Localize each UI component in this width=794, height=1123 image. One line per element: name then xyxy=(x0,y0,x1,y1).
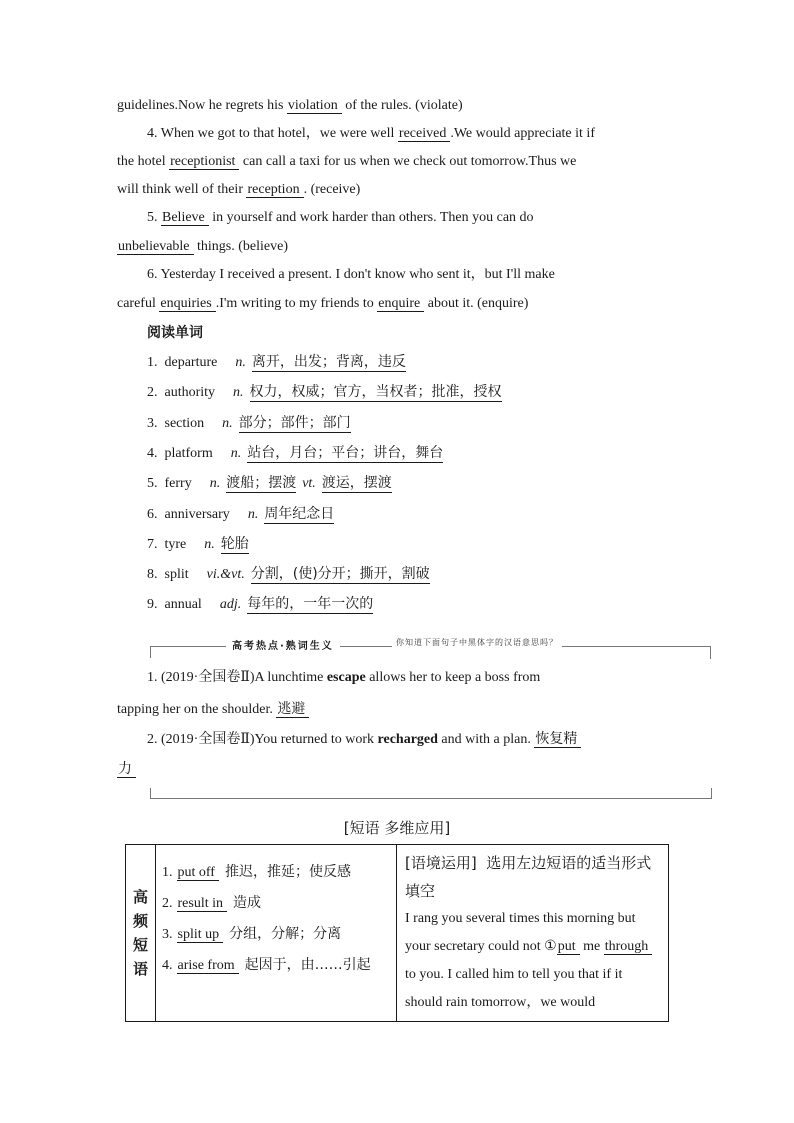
vocab-item: 8. split vi.&vt. 分割，(使)分开；撕开，割破 xyxy=(147,566,430,583)
context-line: should rain tomorrow，we would xyxy=(405,995,596,1010)
part-of-speech: n. xyxy=(230,445,242,461)
answer-blank: 恢复精 xyxy=(534,731,581,748)
answer-blank: receptionist xyxy=(169,154,239,170)
phrase-meaning: 造成 xyxy=(233,895,261,911)
vocab-item: 7. tyre n. 轮胎 xyxy=(147,535,249,552)
phrase-item: 3. split up 分组，分解；分离 xyxy=(162,926,342,942)
definition: 部分；部件；部门 xyxy=(238,414,351,431)
vocab-word: annual xyxy=(164,597,202,613)
part-of-speech: vt. xyxy=(302,476,316,492)
answer-blank: put xyxy=(557,939,580,955)
exercise-6-line-1: 6. Yesterday I received a present. I don't know who sent it，but I'll make xyxy=(147,267,555,282)
answer-blank: reception xyxy=(246,182,303,198)
bold-word: recharged xyxy=(377,732,438,747)
vocab-item: 5. ferry n. 渡船；摆渡 vt. 渡运，摆渡 xyxy=(147,475,392,492)
part-of-speech: vi.&vt. xyxy=(206,567,245,583)
exercise-5-line-1: 5. Believe in yourself and work harder than others. Then you can do xyxy=(147,210,534,225)
part-of-speech: adj. xyxy=(219,597,242,613)
answer-blank: violation xyxy=(287,98,342,114)
hotspot-q1-line-2: tapping her on the shoulder. 逃避 xyxy=(117,700,309,719)
definition: 站台，月台；平台；讲台，舞台 xyxy=(247,444,444,461)
definition: 分割，(使)分开；撕开，割破 xyxy=(250,566,430,583)
vocab-word: anniversary xyxy=(164,506,230,522)
answer-blank: received xyxy=(398,126,450,142)
answer-blank: 力 xyxy=(117,761,136,778)
definition: 渡运，摆渡 xyxy=(321,475,392,492)
answer-blank: 逃避 xyxy=(276,701,309,718)
context-heading-line: [语境运用] 选用左边短语的适当形式填空 xyxy=(405,854,652,900)
vocab-word: split xyxy=(164,567,189,583)
definition: 每年的，一年一次的 xyxy=(247,596,374,613)
answer-blank: enquire xyxy=(377,296,424,312)
vocab-item: 6. anniversary n. 周年纪念日 xyxy=(147,505,335,522)
phrase-item: 1. put off 推迟，推延；使反感 xyxy=(162,864,351,880)
section-title: [短语 多维应用] xyxy=(343,819,451,837)
answer-blank: unbelievable xyxy=(117,239,194,255)
definition: 周年纪念日 xyxy=(264,505,335,522)
answer-blank: through xyxy=(604,939,653,955)
vocab-item: 9. annual adj. 每年的，一年一次的 xyxy=(147,596,374,613)
hotspot-q2-line-2 xyxy=(117,760,136,779)
phrase-item: 4. arise from 起因于，由……引起 xyxy=(162,957,371,973)
context-line: to you. I called him to tell you that if it xyxy=(405,967,623,982)
definition: 离开，出发；背离，违反 xyxy=(251,354,406,370)
definition: 权力，权威；官方，当权者；批准，授权 xyxy=(249,384,502,401)
vocab-word: tyre xyxy=(164,536,187,552)
phrases-table xyxy=(125,844,669,1022)
side-label: 高 频 短 语 xyxy=(126,845,156,1022)
banner-title: 高考热点·熟词生义 xyxy=(226,637,340,652)
exercise-5-line-2: unbelievable things. (believe) xyxy=(118,239,289,254)
hotspot-q2-line-1: 2. (2019·全国卷Ⅱ)You returned to work recharged and with a plan. 恢复精 xyxy=(147,730,581,749)
part-of-speech: n. xyxy=(247,506,259,522)
phrase-meaning: 起因于，由……引起 xyxy=(244,957,371,973)
context-line: I rang you several times this morning but xyxy=(405,911,636,926)
vocab-word: departure xyxy=(164,355,218,370)
phrase: arise from xyxy=(177,958,239,974)
answer-blank: Believe xyxy=(161,210,209,226)
exercise-line: guidelines.Now he regrets his violation of the rules. (violate) xyxy=(117,98,463,113)
definition: 轮胎 xyxy=(220,535,249,552)
exercise-4-line-1: 4. When we got to that hotel，we were well received .We would appreciate it if xyxy=(147,126,595,141)
exercise-4-line-2: the hotel receptionist can call a taxi for us when we check out tomorrow.Thus we xyxy=(117,154,577,169)
phrase: result in xyxy=(177,896,228,912)
phrase-list xyxy=(156,845,397,1022)
answer-blank: enquiries xyxy=(159,296,215,312)
part-of-speech: n. xyxy=(209,476,221,492)
definition: 渡船；摆渡 xyxy=(226,475,297,492)
exercise-6-line-2: careful enquiries .I'm writing to my friends to enquire about it. (enquire) xyxy=(117,296,529,311)
hotspot-q1-line-1: 1. (2019·全国卷Ⅱ)A lunchtime escape allows her to keep a boss from xyxy=(147,670,541,685)
vocab-word: platform xyxy=(164,445,213,461)
banner-frame-bottom xyxy=(150,788,712,799)
part-of-speech: n. xyxy=(235,355,246,370)
vocab-heading: 阅读单词 xyxy=(147,325,203,341)
phrase-item: 2. result in 造成 xyxy=(162,895,261,911)
part-of-speech: n. xyxy=(222,415,233,431)
phrase: put off xyxy=(177,865,219,881)
bold-word: escape xyxy=(326,670,366,685)
vocab-item: 4. platform n. 站台，月台；平台；讲台，舞台 xyxy=(147,444,444,461)
part-of-speech: n. xyxy=(204,536,215,552)
context-line: your secretary could not ①put me through xyxy=(405,933,662,961)
vocab-item: 2. authority n. 权力，权威；官方，当权者；批准，授权 xyxy=(147,384,502,401)
vocab-word: section xyxy=(164,415,205,431)
phrase-meaning: 分组，分解；分离 xyxy=(229,926,342,942)
banner-note: 你知道下面句子中黑体字的汉语意思吗？ xyxy=(392,637,562,648)
phrase: split up xyxy=(177,927,224,943)
vocab-item: 1. departure n. 离开，出发；背离，违反 xyxy=(147,354,406,370)
exercise-4-line-3: will think well of their reception . (receive) xyxy=(117,182,361,197)
vocab-word: ferry xyxy=(164,476,192,492)
phrase-meaning: 推迟，推延；使反感 xyxy=(224,864,351,880)
context-cell xyxy=(397,845,669,1022)
vocab-word: authority xyxy=(164,385,216,401)
part-of-speech: n. xyxy=(233,385,244,401)
vocab-item: 3. section n. 部分；部件；部门 xyxy=(147,414,351,431)
